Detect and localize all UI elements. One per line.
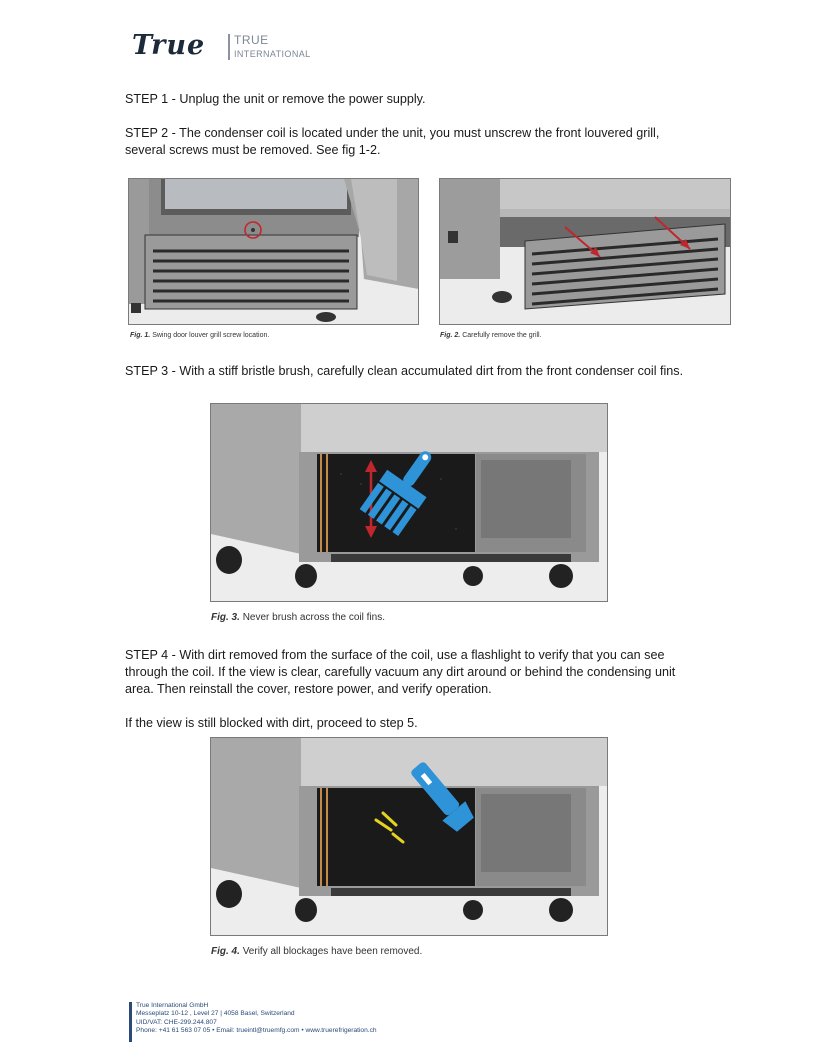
logo-true-text: TRUE (234, 33, 269, 47)
figure-3-caption (211, 612, 385, 623)
figure-1-caption-text: Swing door louver grill screw location. (152, 332, 270, 339)
figure-3-label: Fig. 3. (211, 612, 240, 623)
step-2-line-2: several screws must be removed. See fig 1-2. (125, 143, 381, 157)
step-4-line-1: STEP 4 - With dirt removed from the surface of the coil, use a flashlight to verify that you can see (125, 648, 665, 662)
figure-4-image (210, 737, 608, 936)
footer-contact: Phone: +41 61 563 07 05 • Email: trueintl@truemfg.com • www.truerefrigeration.ch (136, 1027, 377, 1035)
step-5-note: If the view is still blocked with dirt, proceed to step 5. (125, 716, 418, 730)
figure-3-image (210, 403, 608, 602)
footer-company: True International GmbH (136, 1002, 209, 1009)
footer-address-line: Messeplatz 10-12 , Level 27 | 4058 Basel, Switzerland (136, 1010, 295, 1018)
step-1-text: STEP 1 - Unplug the unit or remove the power supply. (125, 92, 426, 106)
step-4-line-3: area. Then reinstall the cover, restore power, and verify operation. (125, 682, 492, 696)
step-3-text: STEP 3 - With a stiff bristle brush, carefully clean accumulated dirt from the front condenser coil fins. (125, 364, 684, 378)
figure-2-label: Fig. 2. (440, 332, 461, 339)
figure-2-caption-text: Carefully remove the grill. (462, 332, 542, 339)
figure-4-caption-text: Verify all blockages have been removed. (242, 946, 423, 957)
figure-1-label: Fig. 1. (130, 332, 151, 339)
footer-accent-bar (129, 1002, 132, 1042)
step-2-line-1: STEP 2 - The condenser coil is located under the unit, you must unscrew the front louvered grill, (125, 126, 660, 140)
step-4-line-2: through the coil. If the view is clear, carefully vacuum any dirt around or behind the condensing unit (125, 665, 676, 679)
figure-4-label: Fig. 4. (211, 946, 240, 957)
figure-3-caption-text: Never brush across the coil fins. (242, 612, 385, 623)
logo-international-text: INTERNATIONAL (234, 49, 311, 59)
true-logo-wordmark: True (132, 30, 206, 61)
figure-1-caption (130, 332, 269, 339)
figure-1-image (128, 178, 419, 325)
logo-divider (228, 34, 230, 60)
step-4-text (125, 647, 725, 698)
step-2-text (125, 125, 705, 159)
figure-4-caption (211, 946, 422, 957)
figure-2-caption (440, 332, 542, 339)
footer-address (136, 1002, 377, 1036)
footer-vat: UID/VAT: CHE-299.244.807 (136, 1018, 217, 1026)
figure-2-image (439, 178, 731, 325)
